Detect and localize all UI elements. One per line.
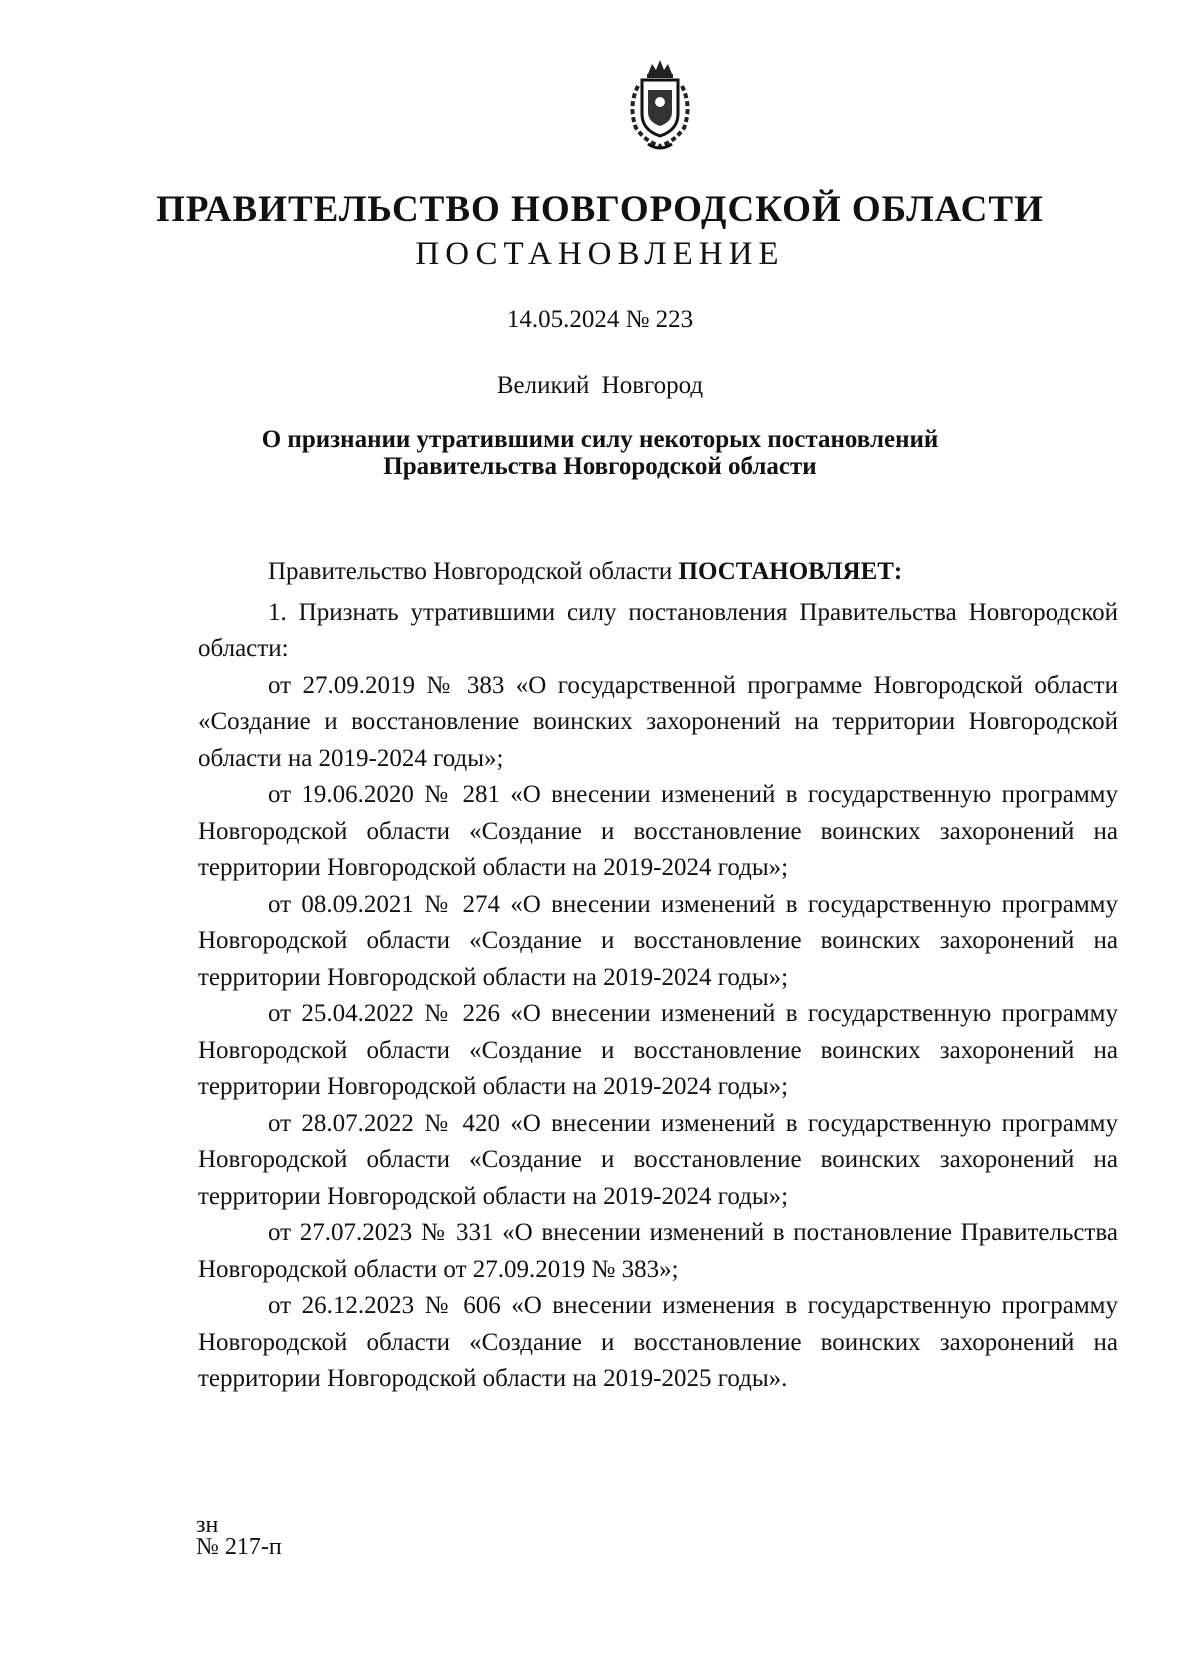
document-type: ПОСТАНОВЛЕНИЕ xyxy=(415,236,785,272)
coat-of-arms-icon xyxy=(618,56,702,156)
document-date-number: 14.05.2024 № 223 xyxy=(506,306,694,333)
list-item: от 25.04.2022 № 226 «О внесении изменений в государственную программу Новгородской области «Создание и восстановление воинских захоронений на территории Новгородской области на 2019-2024 годы»; xyxy=(198,1000,1118,1100)
intro-paragraph xyxy=(198,554,1118,591)
list-item: от 27.09.2019 № 383 «О государственной программе Новгородской области «Создание и восстановление воинских захоронений на территории Новгородской области на 2019-2024 годы»; xyxy=(198,671,1118,772)
list-item: от 19.06.2020 № 281 «О внесении изменений в государственную программу Новгородской области «Создание и восстановление воинских захоронений на территории Новгородской области на 2019-2024 годы»; xyxy=(198,781,1118,881)
list-item: от 28.07.2022 № 420 «О внесении изменений в государственную программу Новгородской области «Создание и восстановление воинских захоронений на территории Новгородской области на 2019-2024 годы»; xyxy=(198,1109,1118,1210)
footer-initials: зн xyxy=(196,1512,219,1538)
list-item: от 26.12.2023 № 606 «О внесении изменения в государственную программу Новгородской области «Создание и восстановление воинских захоронений на территории Новгородской области на 2019-2025 годы». xyxy=(198,1292,1118,1392)
list-item: от 08.09.2021 № 274 «О внесении изменений в государственную программу Новгородской области «Создание и восстановление воинских захоронений на территории Новгородской области на 2019-2024 годы»; xyxy=(198,890,1118,991)
subject-line-2: Правительства Новгородской области xyxy=(383,453,817,480)
footer-reference: № 217-п xyxy=(196,1534,282,1560)
document-subject xyxy=(0,426,1200,480)
list-item: от 27.07.2023 № 331 «О внесении изменений в постановление Правительства Новгородской области от 27.09.2019 № 383»; xyxy=(198,1219,1118,1283)
subject-line-1: О признании утратившими силу некоторых постановлений xyxy=(261,426,939,453)
document-body xyxy=(198,554,1118,1398)
document-city: Великий Новгород xyxy=(496,372,704,399)
intro-text: Правительство Новгородской области xyxy=(268,558,679,585)
intro-bold: ПОСТАНОВЛЯЕТ: xyxy=(678,558,903,585)
document-footer xyxy=(196,1514,282,1558)
organization-title: ПРАВИТЕЛЬСТВО НОВГОРОДСКОЙ ОБЛАСТИ xyxy=(156,189,1044,230)
point-1: 1. Признать утратившими силу постановления Правительства Новгородской области: xyxy=(198,598,1118,662)
